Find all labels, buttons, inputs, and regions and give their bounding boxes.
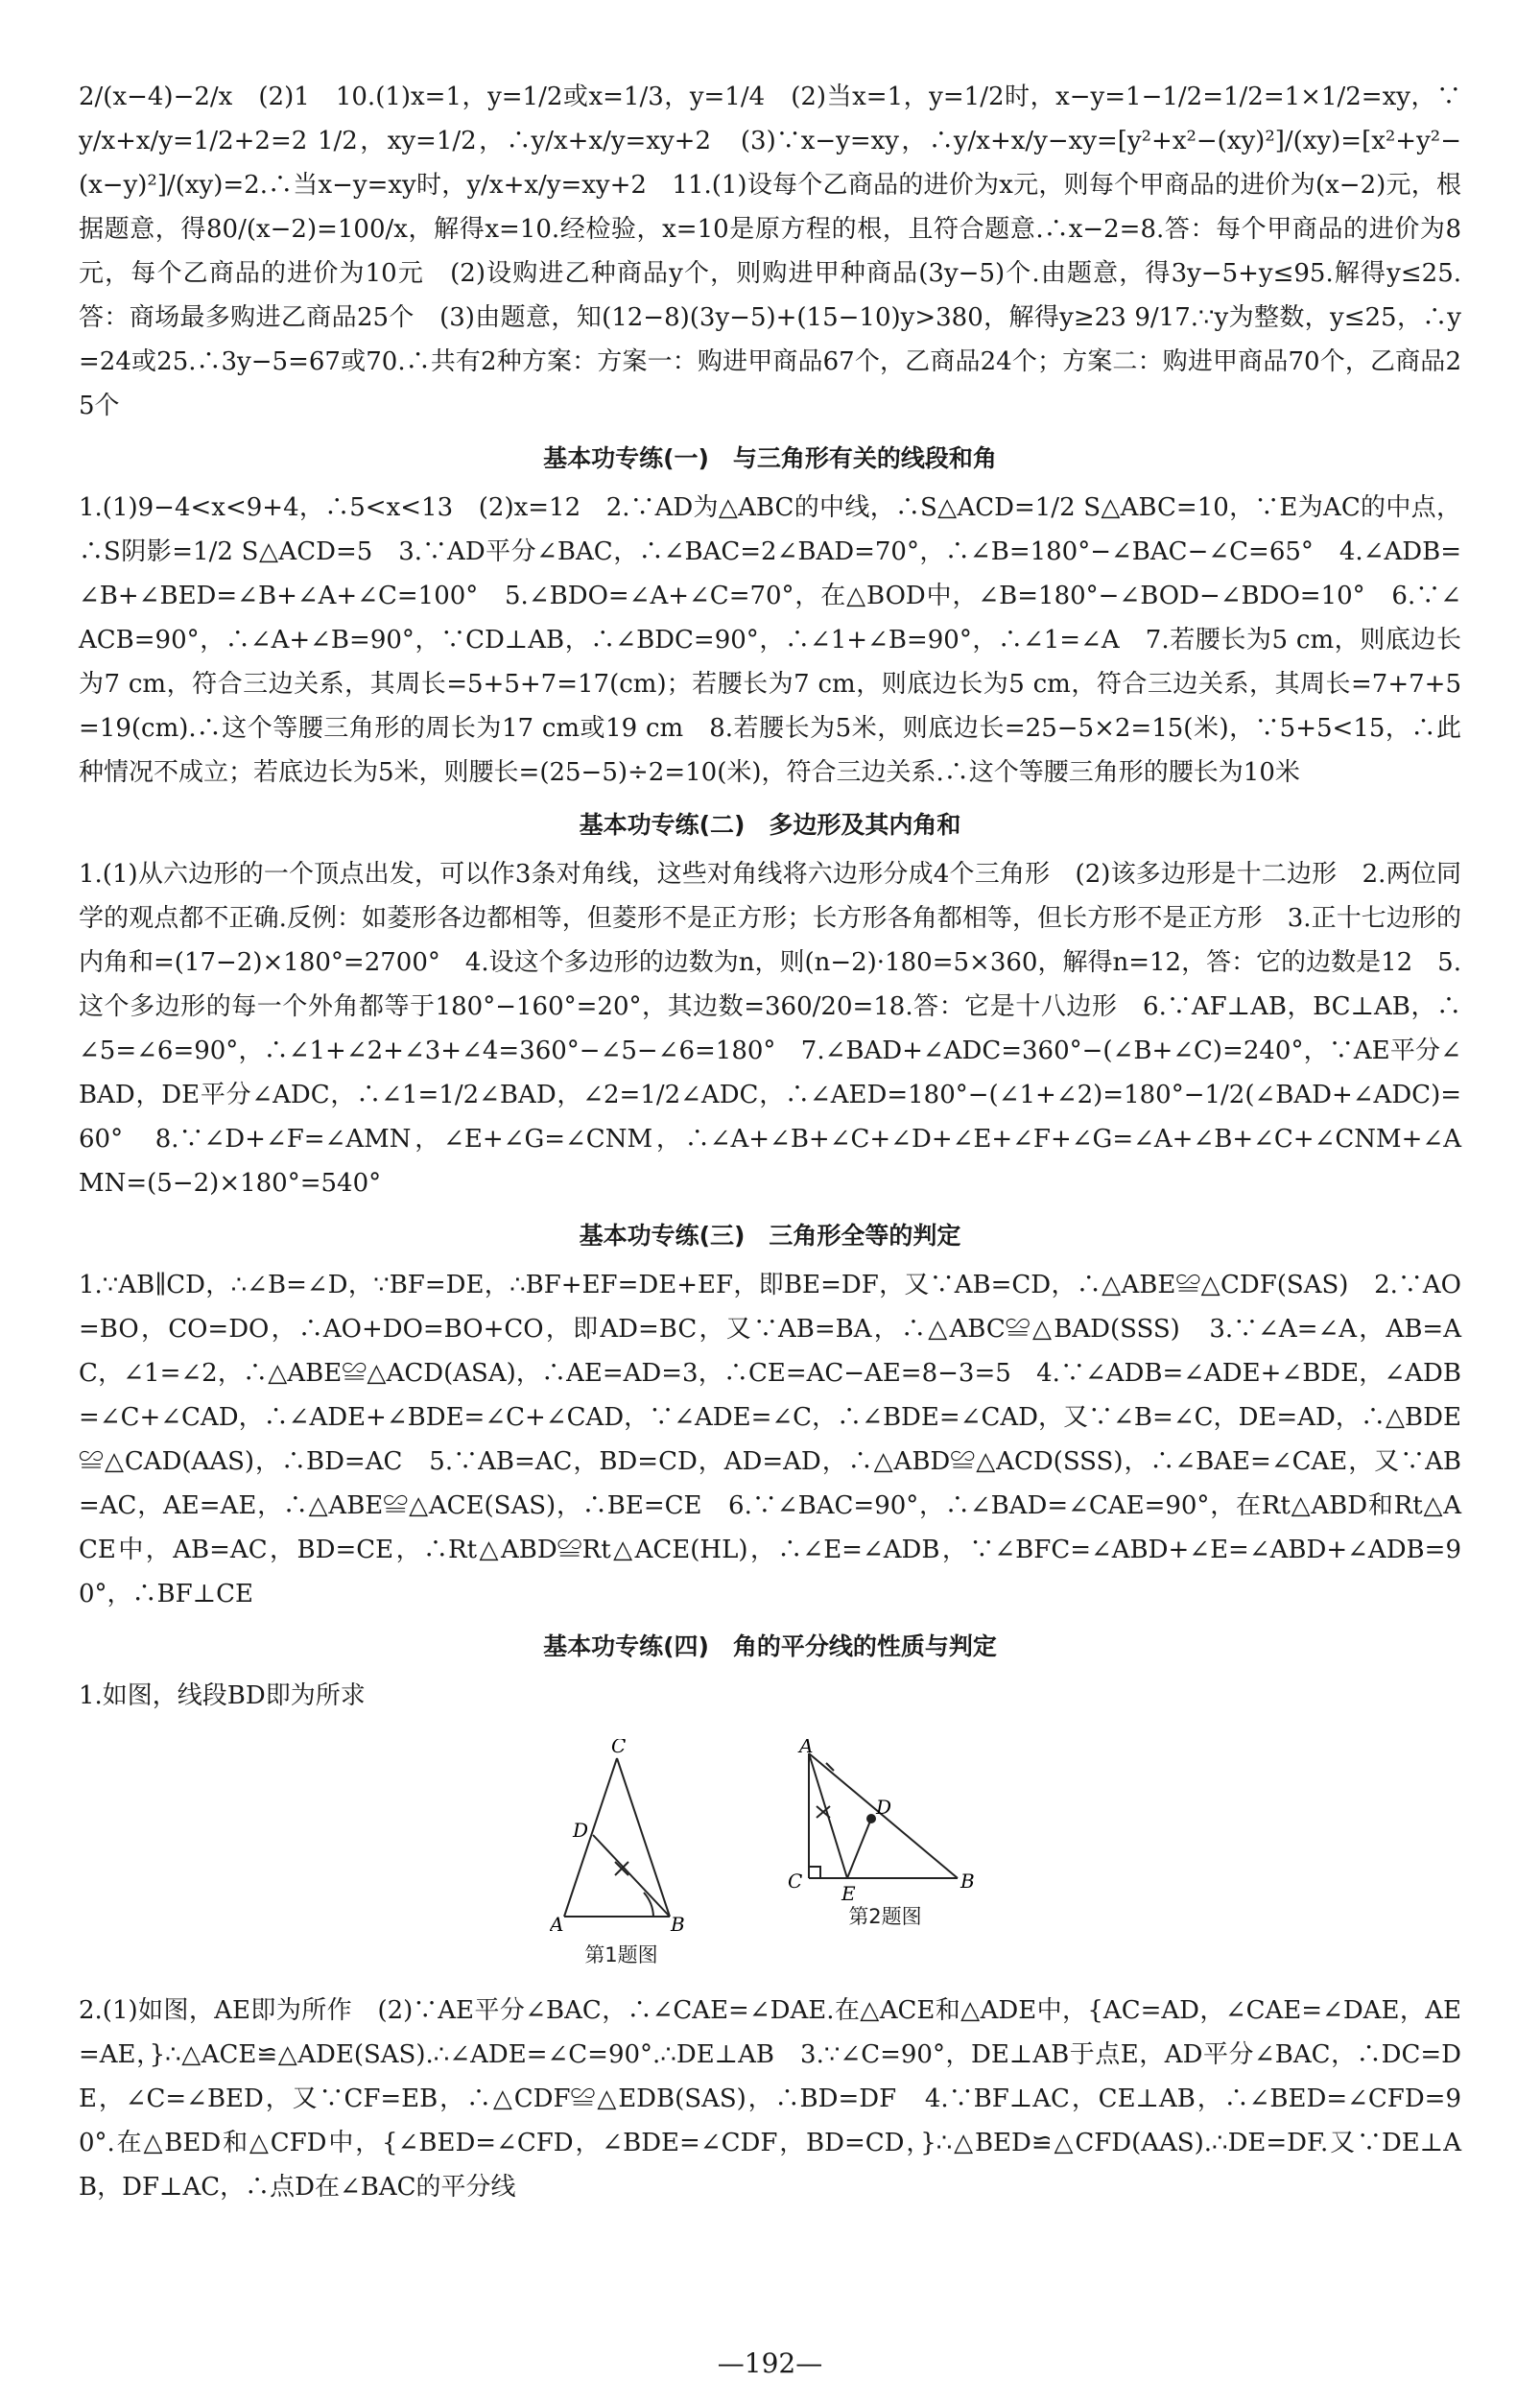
figure-1-diagram xyxy=(550,1739,694,1941)
section-title-3: 基本功专练(三) 三角形全等的判定 xyxy=(579,1222,961,1250)
section-4-question-1: 1.如图，线段BD即为所求 xyxy=(79,1681,366,1710)
figure-2 xyxy=(780,1739,991,1969)
figure-1-label-b: B xyxy=(670,1913,685,1936)
section-3-answers: 1.∵AB∥CD，∴∠B=∠D，∵BF=DE，∴BF+EF=DE+EF，即BE=DF，又∵AB=CD，∴△ABE≌△CDF(SAS) 2.∵AO=BO，CO=DO，∴AO+DO=BO+CO，即AD=BC，又∵AB=BA，∴△ABC≌△BAD(SSS) 3.∵∠A=∠A，AB=AC，∠1=∠2，∴△ABE≌△ACD(ASA)，∴AE=AD=3，∴CE=AC−AE=8−3=5 4.∵∠ADB=∠ADE+∠BDE，∠ADB=∠C+∠CAD，∴∠ADE+∠BDE=∠C+∠CAD，∵∠ADE=∠C，∴∠BDE=∠CAD，又∵∠B=∠C，DE=AD，∴△BDE≌△CAD(AAS)，∴BD=AC 5.∵AB=AC，BD=CD，AD=AD，∴△ABD≌△ACD(SSS)，∴∠BAE=∠CAE，又∵AB=AC，AE=AE，∴△ABE≌△ACE(SAS)，∴BE=CE 6.∵∠BAC=90°，∴∠BAD=∠CAE=90°，在Rt△ABD和Rt△ACE中，AB=AC，BD=CE，∴Rt△ABD≌Rt△ACE(HL)，∴∠E=∠ADB，∵∠BFC=∠ABD+∠E=∠ABD+∠ADB=90°，∴BF⊥CE xyxy=(79,1271,1461,1608)
figure-1-caption: 第1题图 xyxy=(584,1943,658,1966)
paragraph-fraction-answers: 2/(x−4)−2/x (2)1 10.(1)x=1，y=1/2或x=1/3，y=1/4 (2)当x=1，y=1/2时，x−y=1−1/2=1/2=1×1/2=xy，∵y/x+x/y=1/2+2=2 1/2，xy=1/2，∴y/x+x/y=xy+2 (3)∵x−y=xy，∴y/x+x/y−xy=[y²+x²−(xy)²]/(xy)=[x²+y²−(x−y)²]/(xy)=2.∴当x−y=xy时，y/x+x/y=xy+2 11.(1)设每个乙商品的进价为x元，则每个甲商品的进价为(x−2)元，根据题意，得80/(x−2)=100/x，解得x=10.经检验，x=10是原方程的根，且符合题意.∴x−2=8.答：每个甲商品的进价为8元，每个乙商品的进价为10元 (2)设购进乙种商品y个，则购进甲种商品(3y−5)个.由题意，得3y−5+y≤95.解得y≤25.答：商场最多购进乙商品25个 (3)由题意，知(12−8)(3y−5)+(15−10)y>380，解得y≥23 9/17.∵y为整数，y≤25，∴y=24或25.∴3y−5=67或70.∴共有2种方案：方案一：购进甲商品67个，乙商品24个；方案二：购进甲商品70个，乙商品25个 xyxy=(79,83,1461,420)
figure-1 xyxy=(550,1739,694,1969)
figure-1-label-d: D xyxy=(572,1819,588,1842)
figures-row xyxy=(79,1739,1461,1969)
page-number: —192— xyxy=(717,2347,823,2379)
figure-1-label-a: A xyxy=(549,1913,563,1936)
section-1-answers: 1.(1)9−4<x<9+4，∴5<x<13 (2)x=12 2.∵AD为△ABC的中线，∴S△ACD=1/2 S△ABC=10，∵E为AC的中点，∴S阴影=1/2 S△ACD=5 3.∵AD平分∠BAC，∴∠BAC=2∠BAD=70°，∴∠B=180°−∠BAC−∠C=65° 4.∠ADB=∠B+∠BED=∠B+∠A+∠C=100° 5.∠BDO=∠A+∠C=70°，在△BOD中，∠B=180°−∠BOD−∠BDO=10° 6.∵∠ACB=90°，∴∠A+∠B=90°，∵CD⊥AB，∴∠BDC=90°，∴∠1+∠B=90°，∴∠1=∠A 7.若腰长为5 cm，则底边长为7 cm，符合三边关系，其周长=5+5+7=17(cm)；若腰长为7 cm，则底边长为5 cm，符合三边关系，其周长=7+7+5=19(cm).∴这个等腰三角形的周长为17 cm或19 cm 8.若腰长为5米，则底边长=25−5×2=15(米)，∵5+5<15，∴此种情况不成立；若底边长为5米，则腰长=(25−5)÷2=10(米)，符合三边关系.∴这个等腰三角形的腰长为10米 xyxy=(79,493,1461,787)
figure-2-label-a: A xyxy=(798,1739,813,1757)
figure-2-diagram xyxy=(780,1739,991,1902)
section-title-4: 基本功专练(四) 角的平分线的性质与判定 xyxy=(543,1632,997,1660)
section-title-2: 基本功专练(二) 多边形及其内角和 xyxy=(579,811,961,839)
section-title-1: 基本功专练(一) 与三角形有关的线段和角 xyxy=(543,444,997,472)
figure-2-label-d: D xyxy=(875,1796,891,1819)
figure-2-label-b: B xyxy=(960,1870,975,1893)
figure-2-label-c: C xyxy=(787,1870,802,1893)
figure-2-label-e: E xyxy=(841,1882,856,1902)
figure-1-label-c: C xyxy=(610,1739,626,1757)
section-2-answers: 1.(1)从六边形的一个顶点出发，可以作3条对角线，这些对角线将六边形分成4个三角形 (2)该多边形是十二边形 2.两位同学的观点都不正确.反例：如菱形各边都相等，但菱形不是正方形；长方形各角都相等，但长方形不是正方形 3.正十七边形的内角和=(17−2)×180°=2700° 4.设这个多边形的边数为n，则(n−2)·180=5×360，解得n=12，答：它的边数是12 5.这个多边形的每一个外角都等于180°−160°=20°，其边数=360/20=18.答：它是十八边形 6.∵AF⊥AB，BC⊥AB，∴∠5=∠6=90°，∴∠1+∠2+∠3+∠4=360°−∠5−∠6=180° 7.∠BAD+∠ADC=360°−(∠B+∠C)=240°，∵AE平分∠BAD，DE平分∠ADC，∴∠1=1/2∠BAD，∠2=1/2∠ADC，∴∠AED=180°−(∠1+∠2)=180°−1/2(∠BAD+∠ADC)=60° 8.∵∠D+∠F=∠AMN，∠E+∠G=∠CNM，∴∠A+∠B+∠C+∠D+∠E+∠F+∠G=∠A+∠B+∠C+∠CNM+∠AMN=(5−2)×180°=540° xyxy=(79,860,1461,1198)
figure-2-caption: 第2题图 xyxy=(848,1905,922,1928)
section-4-answers: 2.(1)如图，AE即为所作 (2)∵AE平分∠BAC，∴∠CAE=∠DAE.在△ACE和△ADE中，{AC=AD，∠CAE=∠DAE，AE=AE，}∴△ACE≌△ADE(SAS).∴∠ADE=∠C=90°.∴DE⊥AB 3.∵∠C=90°，DE⊥AB于点E，AD平分∠BAC，∴DC=DE，∠C=∠BED，又∵CF=EB，∴△CDF≌△EDB(SAS)，∴BD=DF 4.∵BF⊥AC，CE⊥AB，∴∠BED=∠CFD=90°.在△BED和△CFD中，{∠BED=∠CFD，∠BDE=∠CDF，BD=CD，}∴△BED≌△CFD(AAS).∴DE=DF.又∵DE⊥AB，DF⊥AC，∴点D在∠BAC的平分线 xyxy=(79,1996,1461,2202)
